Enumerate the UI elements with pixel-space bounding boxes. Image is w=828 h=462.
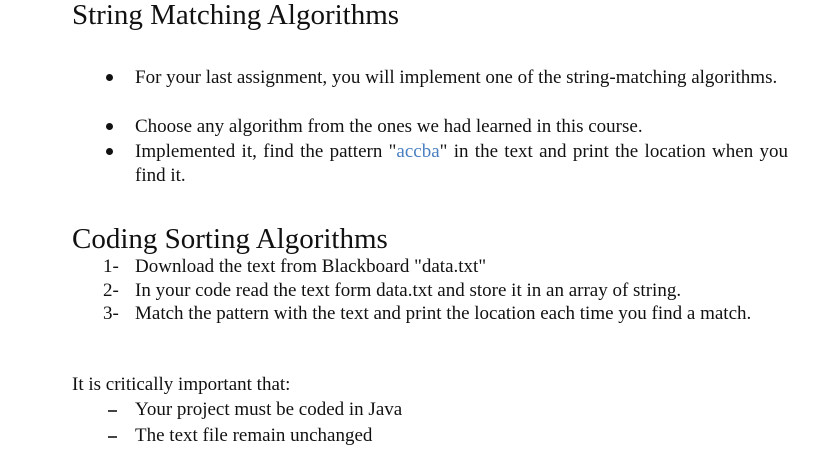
bullet-item-choose-algorithm: Choose any algorithm from the ones we had learned in this course.	[135, 116, 643, 137]
step-item-match-pattern: Match the pattern with the text and print the location each time you find a match.	[135, 303, 752, 324]
bullet-text-after: " in the text and print the location when you find it.	[135, 141, 789, 186]
dash-marker	[108, 436, 117, 438]
bullet-marker	[106, 74, 113, 81]
section-title-coding-sorting: Coding Sorting Algorithms	[72, 223, 388, 255]
pattern-text: accba	[396, 141, 440, 162]
step-number: 2-	[103, 280, 119, 301]
bullet-marker	[106, 148, 113, 155]
step-item-read-file: In your code read the text form data.txt and store it in an array of string.	[135, 280, 682, 301]
dash-marker	[108, 410, 117, 412]
requirements-intro: It is critically important that:	[72, 374, 291, 395]
bullet-item-assignment: For your last assignment, you will implement one of the string-matching algorithms.	[135, 67, 778, 88]
requirement-item-java: Your project must be coded in Java	[135, 399, 403, 420]
bullet-text-before: Implemented it, find the pattern "	[135, 141, 397, 162]
step-number: 3-	[103, 303, 119, 324]
bullet-item-find-pattern	[135, 140, 788, 188]
section-title-string-matching: String Matching Algorithms	[72, 0, 400, 31]
requirement-item-unchanged: The text file remain unchanged	[135, 425, 373, 446]
step-item-download: Download the text from Blackboard "data.txt"	[135, 256, 487, 277]
step-number: 1-	[103, 256, 119, 277]
bullet-marker	[106, 123, 113, 130]
